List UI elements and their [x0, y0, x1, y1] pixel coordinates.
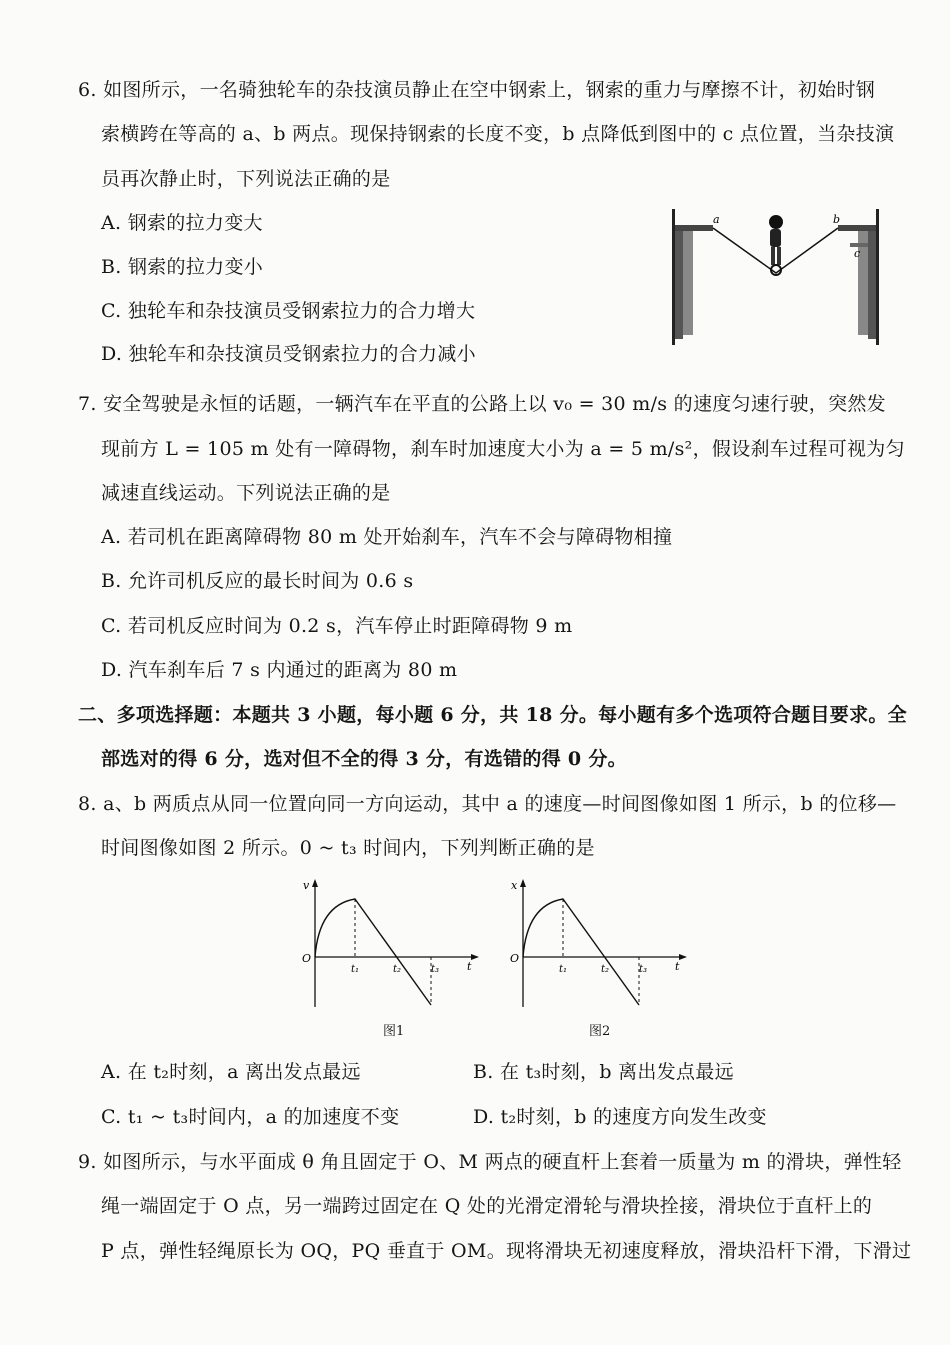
fig2-axis-x: x — [511, 879, 518, 892]
q6-stem-line-1: 6. 如图所示，一名骑独轮车的杂技演员静止在空中钢索上，钢索的重力与摩擦不计，初始时钢 — [78, 79, 876, 101]
q8-stem-line-1: 8. a、b 两质点从同一位置向同一方向运动，其中 a 的速度—时间图像如图 1 所示，b 的位移— — [78, 793, 897, 815]
fig2-t2: t₂ — [601, 964, 610, 975]
fig1-axis-t: t — [467, 960, 472, 973]
q6-option-b: B. 钢索的拉力变小 — [101, 256, 264, 278]
fig1-t2: t₂ — [393, 964, 402, 975]
q6-label-b: b — [833, 213, 841, 226]
q8-option-c: C. t₁ ~ t₃时间内，a 的加速度不变 — [101, 1106, 400, 1128]
q6-option-c: C. 独轮车和杂技演员受钢索拉力的合力增大 — [101, 300, 476, 322]
fig2-caption: 图2 — [589, 1024, 611, 1039]
fig2-origin: O — [510, 952, 520, 965]
fig1-t3: t₃ — [431, 964, 440, 975]
fig1-origin: O — [302, 952, 312, 965]
fig1-caption: 图1 — [383, 1024, 405, 1039]
q6-label-a: a — [713, 213, 720, 226]
q7-stem-line-1: 7. 安全驾驶是永恒的话题，一辆汽车在平直的公路上以 v₀ = 30 m/s 的速度匀速行驶，突然发 — [78, 393, 886, 415]
q6-stem-line-3: 员再次静止时，下列说法正确的是 — [101, 168, 391, 190]
q7-option-c: C. 若司机反应时间为 0.2 s，汽车停止时距障碍物 9 m — [101, 615, 573, 637]
q6-label-c: c — [854, 247, 861, 260]
fig2-axis-t: t — [675, 960, 680, 973]
q6-option-d: D. 独轮车和杂技演员受钢索拉力的合力减小 — [101, 343, 476, 365]
q7-stem-line-3: 减速直线运动。下列说法正确的是 — [101, 482, 391, 504]
q6-option-a: A. 钢索的拉力变大 — [101, 212, 263, 234]
q8-figure-2-xt-graph — [503, 875, 693, 1015]
q7-option-a: A. 若司机在距离障碍物 80 m 处开始刹车，汽车不会与障碍物相撞 — [101, 526, 673, 548]
fig1-axis-v: v — [303, 879, 310, 892]
q6-tightrope-figure — [668, 207, 883, 347]
q8-option-d: D. t₂时刻，b 的速度方向发生改变 — [473, 1106, 767, 1128]
q7-option-d: D. 汽车刹车后 7 s 内通过的距离为 80 m — [101, 659, 458, 681]
q9-stem-line-3: P 点，弹性轻绳原长为 OQ，PQ 垂直于 OM。现将滑块无初速度释放，滑块沿杆下滑，下滑过 — [101, 1240, 912, 1262]
q7-option-b: B. 允许司机反应的最长时间为 0.6 s — [101, 570, 414, 592]
section2-heading-line-2: 部选对的得 6 分，选对但不全的得 3 分，有选错的得 0 分。 — [101, 748, 627, 770]
q8-option-b: B. 在 t₃时刻，b 离出发点最远 — [473, 1061, 734, 1083]
fig1-t1: t₁ — [351, 964, 360, 975]
q9-stem-line-2: 绳一端固定于 O 点，另一端跨过固定在 Q 处的光滑定滑轮与滑块拴接，滑块位于直杆上的 — [101, 1195, 873, 1217]
fig2-t3: t₃ — [639, 964, 648, 975]
section2-heading-line-1: 二、多项选择题：本题共 3 小题，每小题 6 分，共 18 分。每小题有多个选项符合题目要求。全 — [78, 704, 907, 726]
fig2-t1: t₁ — [559, 964, 568, 975]
q8-figure-1-vt-graph — [295, 875, 485, 1015]
q7-stem-line-2: 现前方 L = 105 m 处有一障碍物，刹车时加速度大小为 a = 5 m/s²，假设刹车过程可视为匀 — [101, 438, 905, 460]
q8-stem-line-2: 时间图像如图 2 所示。0 ~ t₃ 时间内，下列判断正确的是 — [101, 837, 595, 859]
q9-stem-line-1: 9. 如图所示，与水平面成 θ 角且固定于 O、M 两点的硬直杆上套着一质量为 m 的滑块，弹性轻 — [78, 1151, 902, 1173]
q8-option-a: A. 在 t₂时刻，a 离出发点最远 — [101, 1061, 361, 1083]
q6-stem-line-2: 索横跨在等高的 a、b 两点。现保持钢索的长度不变，b 点降低到图中的 c 点位置，当杂技演 — [101, 123, 895, 145]
